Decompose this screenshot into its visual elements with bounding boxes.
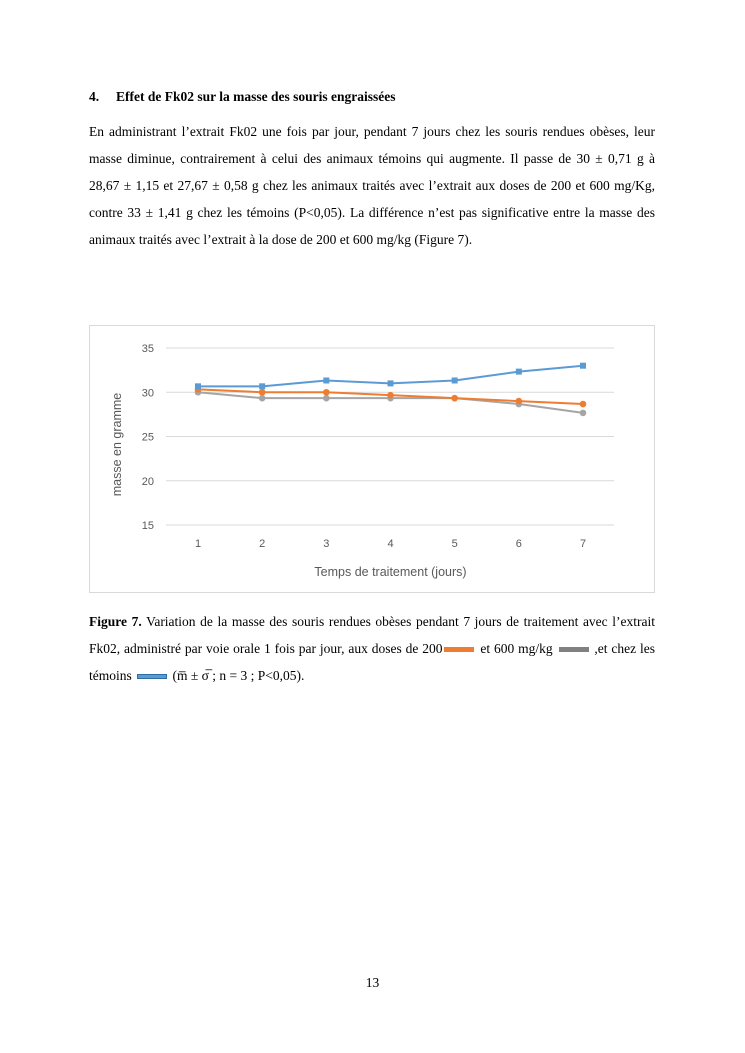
data-point: [259, 383, 265, 389]
data-point: [580, 401, 587, 408]
legend-swatch-600: [559, 647, 589, 652]
caption-label: Figure 7.: [89, 614, 142, 629]
body-paragraph: En administrant l’extrait Fk02 une fois par jour, pendant 7 jours chez les souris rendues obèses, leur masse diminue, contrairement à celui des animaux témoins qui augmente. Il passe de 30 ± 0,71 g à 28,67 ± 1,15 et 27,67 ± 0,58 g chez les animaux traités avec l’extrait aux doses de 200 et 600 mg/Kg, contre 33 ± 1,41 g chez les témoins (P<0,05). La différence n’est pas significative entre la masse des animaux traités avec l’extrait à la dose de 200 et 600 mg/kg (Figure 7).: [89, 124, 655, 247]
data-point: [259, 389, 266, 396]
caption-text: (m̅ ± σ̅ ; n = 3 ; P<0,05).: [169, 668, 305, 683]
figure-caption: [89, 608, 655, 689]
y-tick-label: 35: [141, 343, 154, 355]
data-point: [452, 377, 458, 383]
caption-text: et 600 mg/kg: [476, 641, 557, 656]
data-point: [259, 395, 266, 402]
legend-swatch-control: [137, 674, 167, 679]
section-title: Effet de Fk02 sur la masse des souris engraissées: [116, 89, 396, 104]
section-number: 4.: [89, 89, 100, 104]
section-heading: [89, 89, 396, 105]
y-tick-label: 20: [141, 475, 154, 488]
x-axis-label: Temps de traitement (jours): [314, 565, 467, 579]
data-point: [516, 369, 522, 375]
data-point: [323, 377, 329, 383]
y-tick-label: 25: [141, 431, 154, 444]
data-point: [580, 363, 586, 369]
data-point: [323, 389, 330, 396]
caption-text: ,et chez les témoins: [89, 641, 656, 683]
x-tick-label: 4: [387, 538, 394, 550]
data-point: [580, 410, 587, 417]
page-number: 13: [365, 975, 380, 990]
data-point: [516, 398, 523, 405]
legend-swatch-200: [444, 647, 474, 652]
x-tick-label: 2: [259, 538, 266, 550]
data-point: [451, 395, 458, 402]
data-point: [388, 380, 394, 386]
data-point: [387, 392, 394, 399]
data-point: [195, 383, 201, 389]
y-tick-label: 15: [141, 520, 154, 532]
x-tick-label: 1: [194, 538, 202, 550]
y-tick-label: 30: [141, 387, 154, 400]
x-tick-label: 6: [515, 538, 522, 550]
x-tick-label: 5: [451, 538, 458, 550]
data-point: [323, 395, 330, 402]
line-chart: [90, 326, 656, 594]
caption-text: Variation de la masse des souris rendues obèses pendant 7 jours de traitement avec l’extrait Fk02, administré par voie orale 1 fois par jour, aux doses de 200: [89, 614, 655, 656]
y-axis-label: masse en gramme: [110, 392, 124, 497]
chart-container: [89, 325, 655, 593]
x-tick-label: 7: [579, 538, 587, 550]
x-tick-label: 3: [323, 538, 330, 550]
